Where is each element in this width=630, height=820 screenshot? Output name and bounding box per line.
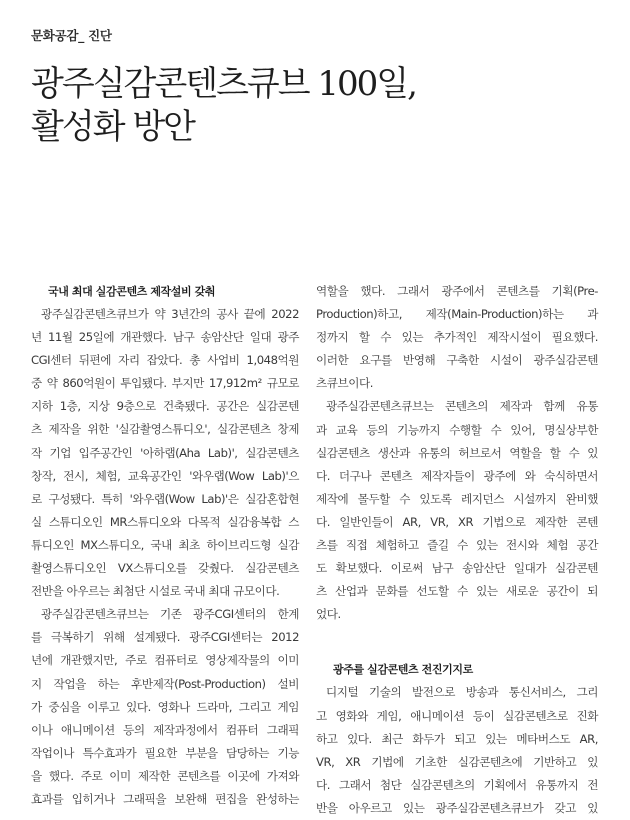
text-line: 다. 더구나 콘텐츠 제작자들이 광주에 와 숙식하면서 xyxy=(316,468,598,483)
text-line: 제작에 몰두할 수 있도록 레지던스 시설까지 완비했 xyxy=(316,491,598,506)
article-title-line-1: 광주실감콘텐츠큐브 100일, xyxy=(31,64,416,104)
text-line: 년에 개관했지만, 주로 컴퓨터로 영상제작물의 이미 xyxy=(31,653,299,668)
text-line: 었다. xyxy=(316,607,341,622)
text-line: 실 스튜디오인 MR스튜디오와 다목적 실감융복합 스 xyxy=(31,514,299,529)
text-line: 광주실감콘텐츠큐브가 약 3년간의 공사 끝에 2022 xyxy=(41,307,299,321)
text-line: 광주실감콘텐츠큐브는 기존 광주CGI센터의 한계 xyxy=(41,607,299,622)
text-line: 를 극복하기 위해 설계됐다. 광주CGI센터는 2012 xyxy=(31,630,299,645)
text-line: 광주실감콘텐츠큐브는 콘텐츠의 제작과 함께 유통 xyxy=(326,399,598,414)
text-line: 츠를 직접 체험하고 즐길 수 있는 전시와 체험 공간 xyxy=(316,538,598,553)
section-spacer xyxy=(316,626,598,658)
text-line: 정까지 할 수 있는 추가적인 제작시설이 필요했다. xyxy=(316,330,598,345)
text-line: 츠 산업과 문화를 선도할 수 있는 새로운 공간이 되 xyxy=(316,584,598,599)
section-tag: 문화공감_ 진단 xyxy=(31,28,112,43)
article-title-line-2: 활성화 방안 xyxy=(31,107,195,147)
text-line: 효과를 입히거나 그래픽을 보완해 편집을 완성하는 xyxy=(31,791,299,806)
text-line: VR, XR 기법에 기초한 실감콘텐츠에 기반하고 있 xyxy=(316,754,598,769)
text-line: 과 교육 등의 기능까지 수행할 수 있어, 명실상부한 xyxy=(316,422,598,437)
text-line: CGI센터 뒤편에 자리 잡았다. 총 사업비 1,048억원 xyxy=(31,353,299,368)
text-line: 실감콘텐츠 생산과 유통의 허브로서 역할을 할 수 있 xyxy=(316,445,598,460)
subheading-right: 광주를 실감콘텐츠 전진기지로 xyxy=(333,663,473,677)
article-title xyxy=(31,63,416,149)
left-column-body xyxy=(31,303,299,811)
text-line: 다. 일반인들이 AR, VR, XR 기법으로 제작한 콘텐 xyxy=(316,514,598,529)
text-line: 중 약 860억원이 투입됐다. 부지만 17,912m² 규모로 xyxy=(31,376,299,391)
subheading-left: 국내 최대 실감콘텐츠 제작설비 갖춰 xyxy=(48,285,216,298)
text-line: 다. 그래서 첨단 실감콘텐츠의 기획에서 유통까지 전 xyxy=(316,777,598,792)
text-line: 튜디오인 MX스튜디오, 국내 최초 하이브리드형 실감 xyxy=(31,537,299,552)
right-column-body-bottom xyxy=(316,681,598,820)
text-line: 로 구성됐다. 특히 '와우랩(Wow Lab)'은 실감혼합현 xyxy=(31,491,299,506)
text-line: 이나 애니메이션 등의 제작과정에서 컴퓨터 그래픽 xyxy=(31,722,299,737)
text-line: 작업이나 특수효과가 필요한 부분을 담당하는 기능 xyxy=(31,745,299,760)
text-line: 고 영화와 게임, 애니메이션 등이 실감콘텐츠로 진화 xyxy=(316,708,598,723)
text-line: 촬영스튜디오인 VX스튜디오를 갖췄다. 실감콘텐츠 xyxy=(31,561,299,576)
text-line: 하고 있다. 최근 화두가 되고 있는 메타버스도 AR, xyxy=(316,731,598,746)
text-line: 역할을 했다. 그래서 광주에서 콘텐츠를 기획(Pre- xyxy=(316,284,598,298)
text-line: 년 11월 25일에 개관했다. 남구 송암산단 일대 광주 xyxy=(31,330,299,345)
text-line: 지하 1층, 지상 9층으로 건축됐다. 공간은 실감콘텐 xyxy=(31,399,299,414)
text-line: 가 중심을 이루고 있다. 영화나 드라마, 그리고 게임 xyxy=(31,699,299,714)
right-column xyxy=(316,280,598,820)
text-line: 츠 제작을 위한 '실감촬영스튜디오', 실감콘텐츠 창제 xyxy=(31,422,299,437)
text-line: 디지털 기술의 발전으로 방송과 통신서비스, 그리 xyxy=(326,685,598,700)
text-line: 작 기업 입주공간인 '아하랩(Aha Lab)', 실감콘텐츠 xyxy=(31,445,299,460)
text-line: 창작, 전시, 체험, 교육공간인 '와우랩(Wow Lab)'으 xyxy=(31,468,299,483)
text-line: 반을 아우르고 있는 광주실감콘텐츠큐브가 갖고 있 xyxy=(316,800,598,815)
text-line: 지 작업을 하는 후반제작(Post-Production) 설비 xyxy=(31,676,299,691)
text-line: 을 했다. 주로 이미 제작한 콘텐츠를 이곳에 가져와 xyxy=(31,768,299,783)
text-line: 이러한 요구를 반영해 구축한 시설이 광주실감콘텐 xyxy=(316,353,598,368)
text-line: 츠큐브이다. xyxy=(316,376,373,391)
text-line: Production)하고, 제작(Main-Production)하는 과 xyxy=(316,307,598,322)
left-column xyxy=(31,280,299,811)
right-column-body-top xyxy=(316,280,598,626)
text-line: 전반을 아우르는 최첨단 시설로 국내 최대 규모이다. xyxy=(31,584,280,599)
text-line: 도 확보했다. 이로써 남구 송암산단 일대가 실감콘텐 xyxy=(316,561,598,576)
